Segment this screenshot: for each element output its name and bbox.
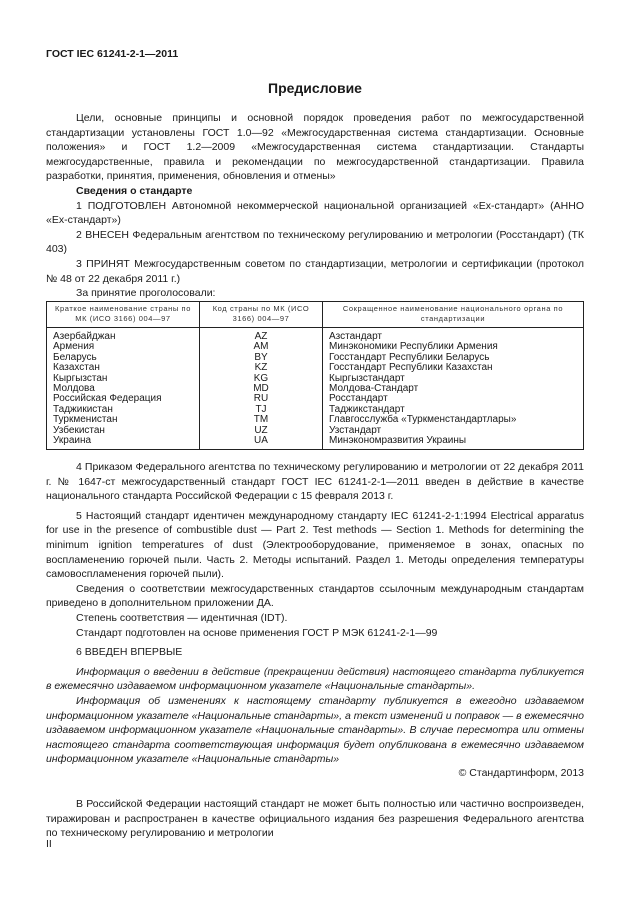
standards-body-cell: Таджикстандарт	[323, 405, 584, 415]
header-code: Код страны по МК (ИСО 3166) 004—97	[200, 302, 323, 328]
code-cell: MD	[200, 384, 323, 394]
document-header: ГОСТ IEC 61241-2-1—2011	[46, 48, 179, 60]
country-cell: Азербайджан	[47, 328, 200, 343]
code-cell: TM	[200, 415, 323, 425]
table-row	[47, 353, 584, 363]
country-cell: Таджикистан	[47, 405, 200, 415]
intro-paragraph: Цели, основные принципы и основной порядок проведения работ по межгосударственной стандартизации установлены ГОСТ 1.0—92 «Межгосударственная система стандартизации. Основные положения» и ГОСТ 1.2—2009 «Межгосударственная система стандартизации. Стандарты межгосударственные, правила и рекомендации по межгосударственной стандартизации. Правила разработки, принятия, применения, обновления и отмены»	[46, 112, 584, 183]
reproduction-notice: В Российской Федерации настоящий стандарт не может быть полностью или частично воспроизведен, тиражирован и распространен в качестве официального издания без разрешения Федерального агентства по техническому регулированию и метрологии	[46, 798, 584, 840]
info-changes-paragraph: Информация об изменениях к настоящему стандарту публикуется в ежегодно издаваемом информационном указателе «Национальные стандарты», а текст изменений и поправок — в ежемесячно издаваемом информационном указателе «Национальные стандарты». В случае пересмотра или отмены настоящего стандарта соответствующая информация будет опубликована в ежемесячно издаваемом информационном указателе «Национальные стандарты»	[46, 694, 584, 766]
country-cell: Украина	[47, 436, 200, 450]
code-cell: KZ	[200, 363, 323, 373]
country-cell: Узбекистан	[47, 426, 200, 436]
header-body: Сокращенное наименование национального органа по стандартизации	[323, 302, 584, 328]
table-row	[47, 415, 584, 425]
copyright-text: © Стандартинформ, 2013	[458, 767, 584, 779]
standards-body-cell: Госстандарт Республики Беларусь	[323, 353, 584, 363]
info-entry-paragraph: Информация о введении в действие (прекращении действия) настоящего стандарта публикуется в ежемесячно издаваемом информационном указателе «Национальные стандарты».	[46, 665, 584, 693]
standards-body-cell: Кыргызстандарт	[323, 374, 584, 384]
country-cell: Беларусь	[47, 353, 200, 363]
code-cell: UA	[200, 436, 323, 450]
standards-body-cell: Минэкономразвития Украины	[323, 436, 584, 450]
code-cell: RU	[200, 394, 323, 404]
standards-body-cell: Азстандарт	[323, 328, 584, 343]
page-number: II	[46, 838, 52, 850]
voted-label: За принятие проголосовали:	[76, 287, 216, 300]
after-table-block	[46, 460, 584, 767]
standards-body-cell: Молдова-Стандарт	[323, 384, 584, 394]
table-row	[47, 363, 584, 373]
table-row	[47, 374, 584, 384]
country-cell: Кыргызстан	[47, 374, 200, 384]
notice-block	[46, 797, 584, 841]
table-row	[47, 426, 584, 436]
standards-body-cell: Росстандарт	[323, 394, 584, 404]
item-5-paragraph: 5 Настоящий стандарт идентичен международному стандарту IEC 61241-2-1:1994 Electrical apparatus for use in the presence of combustible dust — Part 2. Test methods — Section 1. Methods for determining the minimum ignition temperatures of dust (Электрооборудование, применяемое в зонах, опасных по воспламенению горючей пыли. Часть 2. Методы испытаний. Раздел 1. Методы определения температуры самовоспламенения горючей пыли).	[46, 509, 584, 581]
item-4-paragraph: 4 Приказом Федерального агентства по техническому регулированию и метрологии от 22 декабря 2011 г. № 1647-ст межгосударственный стандарт ГОСТ IEC 61241-2-1—2011 введен в действие в качестве национального стандарта Российской Федерации с 15 февраля 2013 г.	[46, 461, 584, 503]
standards-body-cell: Главгосслужба «Туркменстандартлары»	[323, 415, 584, 425]
country-cell: Казахстан	[47, 363, 200, 373]
code-cell: AM	[200, 342, 323, 352]
standards-body-cell: Госстандарт Республики Казахстан	[323, 363, 584, 373]
about-heading: Сведения о стандарте	[76, 184, 193, 197]
header-country: Краткое наименование страны по МК (ИСО 3166) 004—97	[47, 302, 200, 328]
item-1-paragraph: 1 ПОДГОТОВЛЕН Автономной некоммерческой национальной организацией «Ех-стандарт» (АННО «Ех-стандарт»)	[46, 199, 584, 227]
conformity-degree-paragraph: Степень соответствия — идентичная (IDT).	[76, 611, 288, 624]
item-2-paragraph: 2 ВНЕСЕН Федеральным агентством по техническому регулированию и метрологии (Росстандарт) (ТК 403)	[46, 228, 584, 256]
item-6-paragraph: 6 ВВЕДЕН ВПЕРВЫЕ	[76, 646, 183, 659]
conformity-info-paragraph: Сведения о соответствии межгосударственных стандартов ссылочным международным стандартам приведено в дополнительном приложении ДА.	[46, 582, 584, 610]
copyright-block	[46, 766, 584, 781]
code-cell: UZ	[200, 426, 323, 436]
item-3-paragraph: 3 ПРИНЯТ Межгосударственным советом по стандартизации, метрологии и сертификации (протокол № 48 от 22 декабря 2011 г.)	[46, 257, 584, 285]
country-cell: Туркменистан	[47, 415, 200, 425]
country-cell: Молдова	[47, 384, 200, 394]
country-cell: Армения	[47, 342, 200, 352]
code-cell: AZ	[200, 328, 323, 343]
code-cell: BY	[200, 353, 323, 363]
code-cell: TJ	[200, 405, 323, 415]
country-cell: Российская Федерация	[47, 394, 200, 404]
table-row	[47, 328, 584, 343]
basis-paragraph: Стандарт подготовлен на основе применения ГОСТ Р МЭК 61241-2-1—99	[76, 626, 438, 639]
page-title: Предисловие	[268, 80, 362, 96]
table-row	[47, 342, 584, 352]
member-states-table	[46, 301, 584, 450]
table-header-row	[47, 302, 584, 328]
standards-body-cell: Минэкономики Республики Армения	[323, 342, 584, 352]
table-row	[47, 394, 584, 404]
table-row	[47, 436, 584, 450]
standards-body-cell: Узстандарт	[323, 426, 584, 436]
intro-block	[46, 111, 584, 301]
code-cell: KG	[200, 374, 323, 384]
